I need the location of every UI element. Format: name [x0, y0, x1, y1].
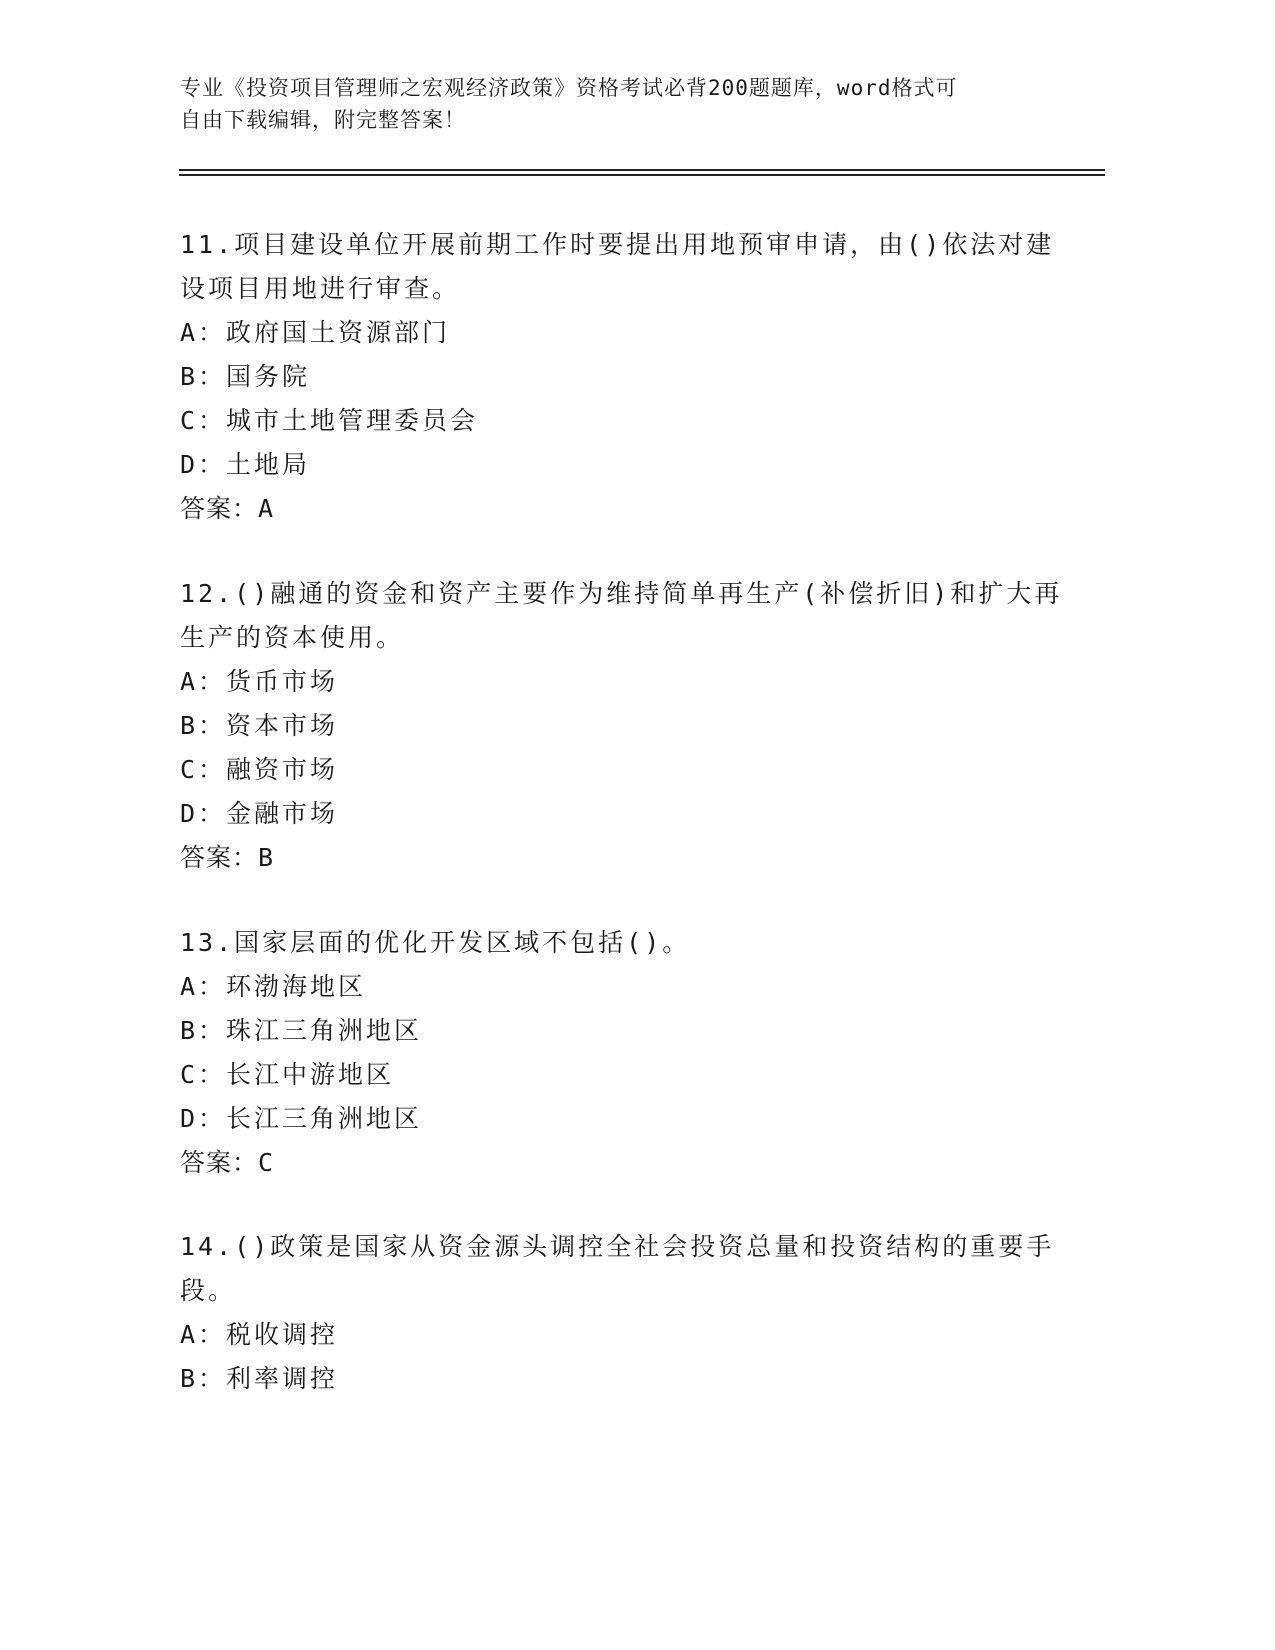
option-a: A：货币市场 [180, 667, 339, 696]
question-13 [180, 921, 1060, 1185]
option-b: B：资本市场 [180, 711, 339, 740]
answer-value: C [258, 1148, 275, 1177]
answer-label: 答案： [180, 494, 259, 523]
document-header [180, 72, 1040, 136]
answer-line [180, 1141, 1060, 1185]
answer-value: B [258, 843, 275, 872]
header-divider-top [179, 169, 1105, 171]
answer-value: A [258, 494, 275, 523]
header-line-1: 专业《投资项目管理师之宏观经济政策》资格考试必背200题题库，word格式可 [180, 76, 958, 100]
header-line-2: 自由下载编辑，附完整答案！ [180, 108, 466, 132]
question-14 [180, 1225, 1060, 1401]
option-a: A：税收调控 [180, 1320, 339, 1349]
option-c: C：长江中游地区 [180, 1060, 395, 1089]
option-a: A：环渤海地区 [180, 972, 367, 1001]
question-stem-line-1: 13.国家层面的优化开发区域不包括()。 [180, 928, 691, 957]
question-stem-line-2: 设项目用地进行审查。 [180, 274, 461, 303]
header-divider-bottom [179, 174, 1105, 176]
option-d: D：金融市场 [180, 799, 339, 828]
option-c: C：融资市场 [180, 755, 339, 784]
question-stem-line-1: 11.项目建设单位开展前期工作时要提出用地预审申请，由()依法对建 [180, 230, 1055, 259]
answer-line [180, 836, 1060, 880]
answer-label: 答案： [180, 843, 259, 872]
question-12 [180, 572, 1063, 880]
question-stem-line-1: 14.()政策是国家从资金源头调控全社会投资总量和投资结构的重要手 [180, 1232, 1055, 1261]
option-a: A：政府国土资源部门 [180, 318, 451, 347]
question-stem-line-2: 生产的资本使用。 [180, 623, 405, 652]
answer-line [180, 487, 1060, 531]
question-stem-line-1: 12.()融通的资金和资产主要作为维持简单再生产(补偿折旧)和扩大再 [180, 579, 1063, 608]
option-d: D：长江三角洲地区 [180, 1104, 423, 1133]
option-b: B：利率调控 [180, 1364, 339, 1393]
option-c: C：城市土地管理委员会 [180, 406, 479, 435]
question-stem-line-2: 段。 [180, 1276, 237, 1305]
option-b: B：国务院 [180, 362, 311, 391]
answer-label: 答案： [180, 1148, 259, 1177]
question-11 [180, 223, 1060, 531]
option-d: D：土地局 [180, 450, 311, 479]
option-b: B：珠江三角洲地区 [180, 1016, 423, 1045]
